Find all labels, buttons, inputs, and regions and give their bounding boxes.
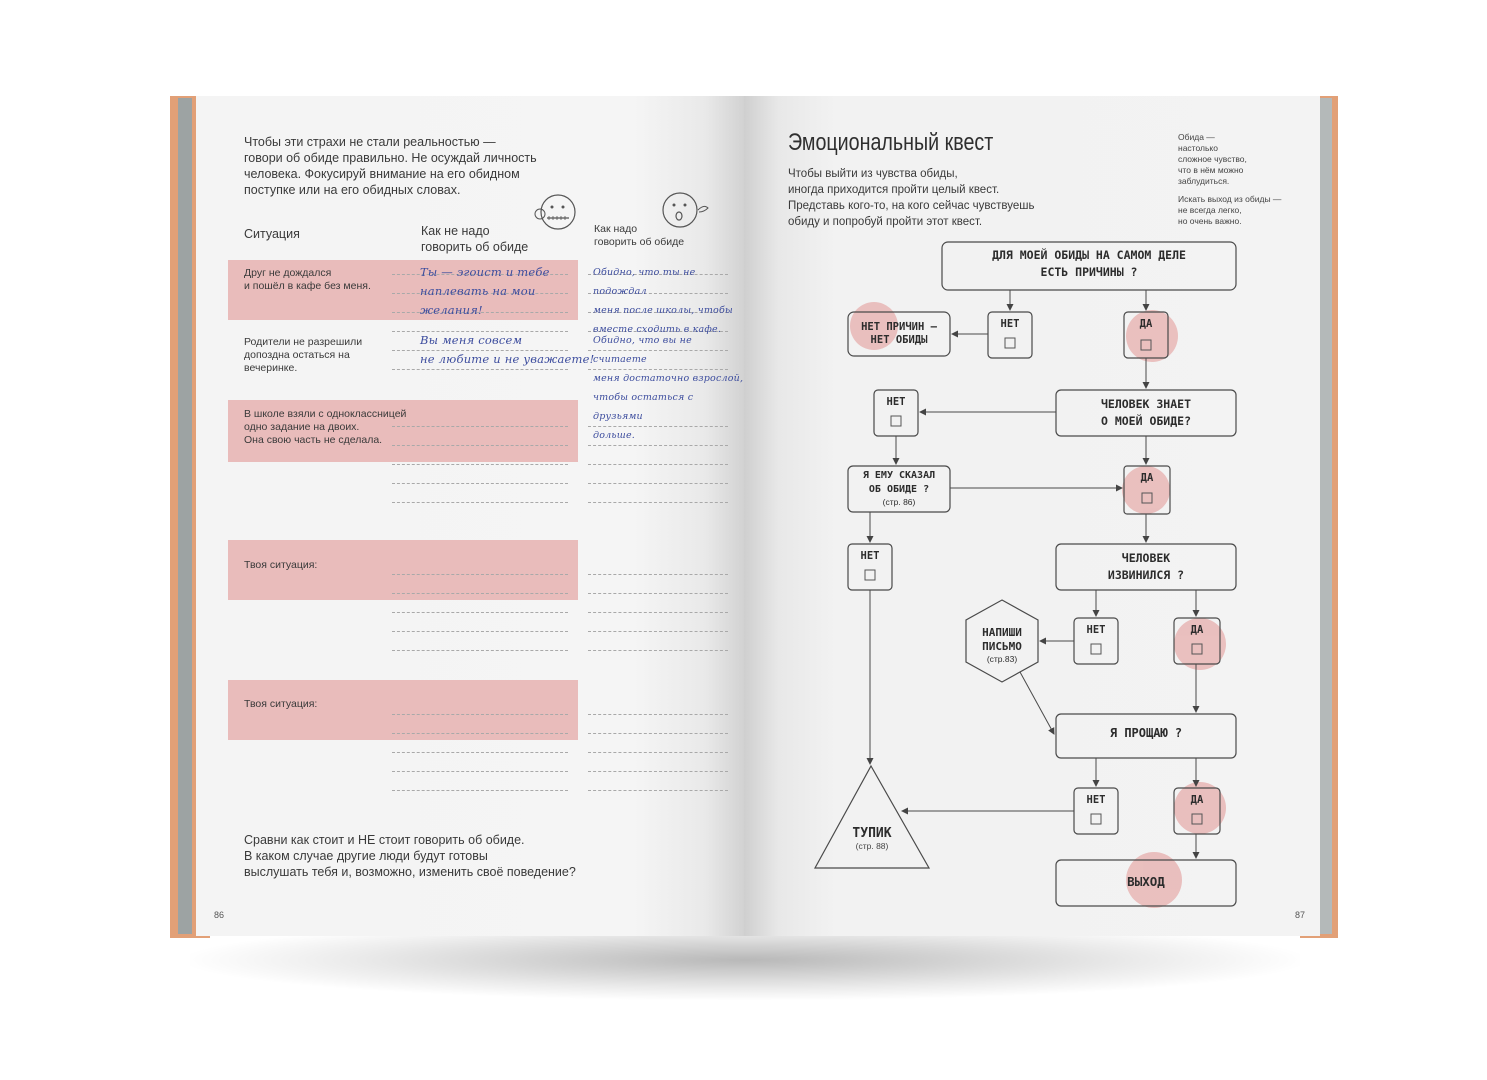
dashed-line <box>392 483 568 484</box>
row-situation <box>244 408 406 447</box>
col-wrong-line: Как не надо <box>421 224 490 238</box>
sidenote-line: настолько <box>1178 143 1218 153</box>
dashed-line <box>588 733 728 734</box>
q2-line: О МОЕЙ ОБИДЕ? <box>1100 414 1191 428</box>
dashed-line <box>392 426 568 427</box>
your-situation-label: Твоя ситуация: <box>244 559 318 571</box>
dashed-line <box>392 631 568 632</box>
dashed-line <box>588 502 728 503</box>
row-wrong-answer <box>420 263 550 320</box>
dashed-line <box>588 612 728 613</box>
sidenote-line: что в нём можно <box>1178 165 1244 175</box>
no-reasons-line: НЕТ ПРИЧИН – <box>861 321 937 333</box>
dead-end-label <box>815 826 929 851</box>
dashed-line <box>588 790 728 791</box>
page-edges-left <box>178 98 192 934</box>
write-page-ref: (стр.83) <box>986 654 1018 664</box>
highlight-blob <box>1174 782 1226 834</box>
left-intro <box>244 134 574 198</box>
row-right-answer <box>593 331 744 445</box>
no-label: НЕТ <box>860 550 880 562</box>
q1-label <box>942 247 1236 281</box>
left-page <box>196 96 744 936</box>
dashed-line <box>392 445 568 446</box>
write-line: НАПИШИ <box>982 626 1022 639</box>
dashed-line <box>588 483 728 484</box>
q3-page-ref: (стр. 86) <box>882 497 916 507</box>
q1-line: ЕСТЬ ПРИЧИНЫ ? <box>1040 265 1138 279</box>
dead-end-text: ТУПИК <box>852 826 892 841</box>
dashed-line <box>588 464 728 465</box>
write-letter-label <box>966 626 1038 664</box>
dashed-line <box>588 714 728 715</box>
dead-end-page-ref: (стр. 88) <box>855 841 889 851</box>
q4-line: ЧЕЛОВЕК <box>1121 551 1171 565</box>
col-wrong-line: говорить об обиде <box>421 240 529 254</box>
checkbox[interactable] <box>1091 814 1101 824</box>
answer-line: Обидно, что вы не считаете <box>593 335 692 365</box>
no-reasons-label <box>848 321 950 347</box>
dashed-line <box>588 650 728 651</box>
page-edges-right <box>1320 98 1332 934</box>
no-label: НЕТ <box>1086 624 1106 636</box>
situation-line: В школе взяли с одноклассницей <box>244 408 407 420</box>
q3-label <box>848 469 950 507</box>
yes-label: ДА <box>1190 794 1204 806</box>
intro-line: Чтобы эти страхи не стали реальностью — <box>244 135 496 149</box>
col-right-header <box>594 223 684 249</box>
situation-line: Она свою часть не сделала. <box>244 434 383 446</box>
col-right-line: Как надо <box>594 223 638 235</box>
answer-line: дольше. <box>593 430 636 441</box>
no-reasons-line: НЕТ ОБИДЫ <box>870 334 928 346</box>
answer-line: чтобы остаться с друзьями <box>593 392 694 422</box>
dashed-line <box>392 369 568 370</box>
dashed-line <box>392 464 568 465</box>
q3-line: ОБ ОБИДЕ ? <box>868 484 930 495</box>
sidenote-line: заблудиться. <box>1178 176 1230 186</box>
intro-line: человека. Фокусируй внимание на его обидном <box>244 167 520 181</box>
situation-line: вечеринке. <box>244 362 298 374</box>
right-page <box>744 96 1320 936</box>
highlight-blobs <box>850 302 1226 908</box>
answer-line: Обидно, что ты не подождал <box>593 267 696 297</box>
answer-line: Ты — эгоист и тебе <box>420 265 550 279</box>
dashed-line <box>392 714 568 715</box>
situation-line: и пошёл в кафе без меня. <box>244 280 371 292</box>
dashed-line <box>588 593 728 594</box>
yes-label: ДА <box>1140 472 1154 484</box>
yes-label: ДА <box>1139 318 1153 330</box>
intro-line: говори об обиде правильно. Не осуждай личность <box>244 151 537 165</box>
checkbox[interactable] <box>865 570 875 580</box>
no-label: НЕТ <box>1000 318 1020 330</box>
dashed-line <box>588 574 728 575</box>
checkbox[interactable] <box>1091 644 1101 654</box>
row-right-answer <box>593 263 744 339</box>
face-zipped-icon <box>526 190 586 236</box>
q2-line: ЧЕЛОВЕК ЗНАЕТ <box>1100 397 1191 411</box>
col-situation-header: Ситуация <box>244 227 300 241</box>
answer-line: Вы меня совсем <box>420 333 523 347</box>
dashed-line <box>588 445 728 446</box>
page-number-right: 87 <box>1295 910 1306 920</box>
exit-label: ВЫХОД <box>1127 874 1165 889</box>
intro-line: Представь кого-то, на кого сейчас чувствуешь <box>788 200 1035 212</box>
situation-line: Друг не дождался <box>244 267 332 279</box>
dashed-line <box>392 752 568 753</box>
situation-line: Родители не разрешили <box>244 336 363 348</box>
col-wrong-header <box>421 223 528 255</box>
no-label: НЕТ <box>1086 794 1106 806</box>
connector <box>1020 672 1054 734</box>
intro-line: поступке или на его обидных словах. <box>244 183 461 197</box>
closing-line: Сравни как стоит и НЕ стоит говорить об обиде. <box>244 833 525 847</box>
no-label: НЕТ <box>886 396 906 408</box>
answer-line: вместе сходить в кафе. <box>593 324 722 335</box>
sidenote-line: Искать выход из обиды — <box>1178 194 1282 204</box>
your-situation-label: Твоя ситуация: <box>244 698 318 710</box>
answer-line: наплевать на мои <box>420 284 536 298</box>
dashed-line <box>392 771 568 772</box>
answer-line: меня достаточно взрослой, <box>593 373 744 384</box>
col-right-line: говорить об обиде <box>594 236 685 248</box>
checkbox[interactable] <box>891 416 901 426</box>
intro-line: иногда приходится пройти целый квест. <box>788 184 1000 196</box>
page-number-left: 86 <box>214 910 225 920</box>
sidenote-line: сложное чувство, <box>1178 154 1247 164</box>
row-situation <box>244 267 371 293</box>
dashed-line <box>392 574 568 575</box>
answer-line: не любите и не уважаете! <box>420 352 595 366</box>
intro-line: Чтобы выйти из чувства обиды, <box>788 168 958 180</box>
dashed-line <box>392 733 568 734</box>
dashed-line <box>392 790 568 791</box>
write-line: ПИСЬМО <box>982 640 1022 653</box>
row-situation <box>244 336 362 375</box>
situation-line: допоздна остаться на <box>244 349 350 361</box>
dead-end-triangle <box>815 766 929 868</box>
dashed-line <box>392 612 568 613</box>
sidenote-line: не всегда легко, <box>1178 205 1242 215</box>
dashed-line <box>392 650 568 651</box>
checkbox[interactable] <box>1005 338 1015 348</box>
q5-label: Я ПРОЩАЮ ? <box>1109 726 1183 740</box>
dashed-line <box>588 752 728 753</box>
q3-line: Я ЕМУ СКАЗАЛ <box>862 470 936 481</box>
dashed-line <box>588 771 728 772</box>
answer-line: желания! <box>420 303 483 317</box>
row-wrong-answer <box>420 331 594 369</box>
dashed-line <box>588 631 728 632</box>
intro-line: обиду и попробуй пройти этот квест. <box>788 216 983 228</box>
situation-line: одно задание на двоих. <box>244 421 360 433</box>
sidenote-line: но очень важно. <box>1178 216 1242 226</box>
dashed-line <box>392 593 568 594</box>
q4-line: ИЗВИНИЛСЯ ? <box>1107 568 1185 582</box>
closing-line: выслушать тебя и, возможно, изменить своё поведение? <box>244 865 576 879</box>
q2-label <box>1056 396 1236 430</box>
yes-label: ДА <box>1190 624 1204 636</box>
closing-line: В каком случае другие люди будут готовы <box>244 849 488 863</box>
sidenote-line: Обида — <box>1178 132 1215 142</box>
page-title: Эмоциональный квест <box>788 129 994 156</box>
q4-label <box>1056 550 1236 584</box>
q1-line: ДЛЯ МОЕЙ ОБИДЫ НА САМОМ ДЕЛЕ <box>992 248 1186 262</box>
left-closing <box>244 832 576 880</box>
quest-flowchart <box>744 96 1320 936</box>
answer-line: меня после школы, чтобы <box>593 305 733 316</box>
dashed-line <box>392 502 568 503</box>
